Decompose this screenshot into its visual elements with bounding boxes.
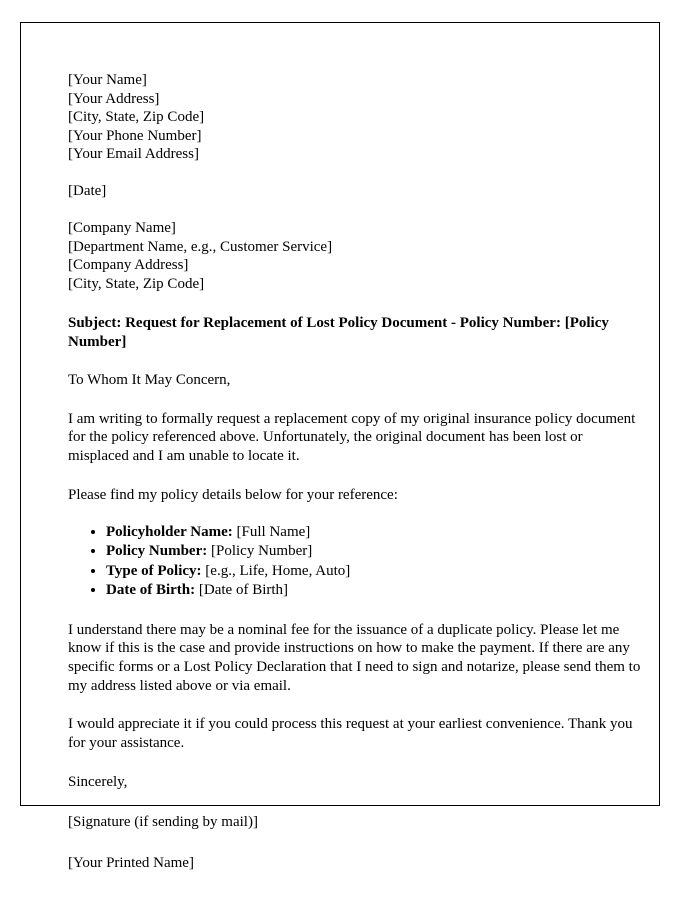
sender-name: [Your Name] bbox=[68, 72, 147, 88]
recipient-department: [Department Name, e.g., Customer Service] bbox=[68, 238, 333, 255]
printed-name: [Your Printed Name] bbox=[68, 854, 194, 871]
policy-details-list bbox=[68, 523, 648, 601]
letter-date: [Date] bbox=[68, 183, 107, 199]
sender-phone: [Your Phone Number] bbox=[68, 127, 202, 144]
list-item bbox=[106, 581, 648, 601]
paragraph-request: I am writing to formally request a replacement copy of my original insurance policy document for the policy referenced above. Unfortunately, the original document has been lost or misplaced and I am unable to locate it. bbox=[68, 410, 636, 465]
detail-label-date-of-birth: Date of Birth: bbox=[106, 582, 196, 599]
detail-label-policyholder-name: Policyholder Name: bbox=[106, 523, 233, 540]
detail-value-date-of-birth: [Date of Birth] bbox=[198, 582, 289, 599]
recipient-city-state-zip: [City, State, Zip Code] bbox=[68, 275, 205, 292]
detail-label-policy-number: Policy Number: bbox=[106, 543, 208, 560]
list-item bbox=[106, 562, 648, 582]
detail-label-type-of-policy: Type of Policy: bbox=[106, 562, 202, 579]
recipient-address-block bbox=[68, 219, 648, 293]
paragraph-closing-request: I would appreciate it if you could process this request at your earliest convenience. Thank you for your assistance. bbox=[68, 716, 633, 752]
detail-value-policyholder-name: [Full Name] bbox=[236, 523, 311, 540]
signature-line: [Signature (if sending by mail)] bbox=[68, 814, 258, 831]
date-block bbox=[68, 182, 648, 201]
list-item bbox=[106, 523, 648, 543]
letter-body bbox=[68, 71, 648, 872]
subject-line: Subject: Request for Replacement of Lost Policy Document - Policy Number: [Policy Number] bbox=[68, 315, 609, 350]
sender-email: [Your Email Address] bbox=[68, 146, 199, 162]
sender-address-block bbox=[68, 71, 648, 164]
list-item bbox=[106, 542, 648, 562]
salutation: To Whom It May Concern, bbox=[68, 372, 231, 388]
closing: Sincerely, bbox=[68, 773, 128, 790]
detail-value-policy-number: [Policy Number] bbox=[210, 543, 313, 560]
paragraph-details-intro: Please find my policy details below for your reference: bbox=[68, 486, 398, 503]
sender-city-state-zip: [City, State, Zip Code] bbox=[68, 109, 205, 125]
spacer-after-date bbox=[68, 201, 648, 220]
detail-value-type-of-policy: [e.g., Life, Home, Auto] bbox=[205, 562, 351, 579]
recipient-company: [Company Name] bbox=[68, 220, 176, 236]
paragraph-fee-and-forms: I understand there may be a nominal fee for the issuance of a duplicate policy. Please let me know if this is the case and provide instructions on how to make the payment. If there are any specific forms or a Lost Policy Declaration that I need to sign and notarize, please send them to my address listed above or via email. bbox=[68, 621, 641, 694]
spacer-after-sender bbox=[68, 164, 648, 183]
recipient-street: [Company Address] bbox=[68, 257, 189, 273]
sender-street: [Your Address] bbox=[68, 90, 160, 107]
letter-sheet bbox=[20, 22, 660, 871]
